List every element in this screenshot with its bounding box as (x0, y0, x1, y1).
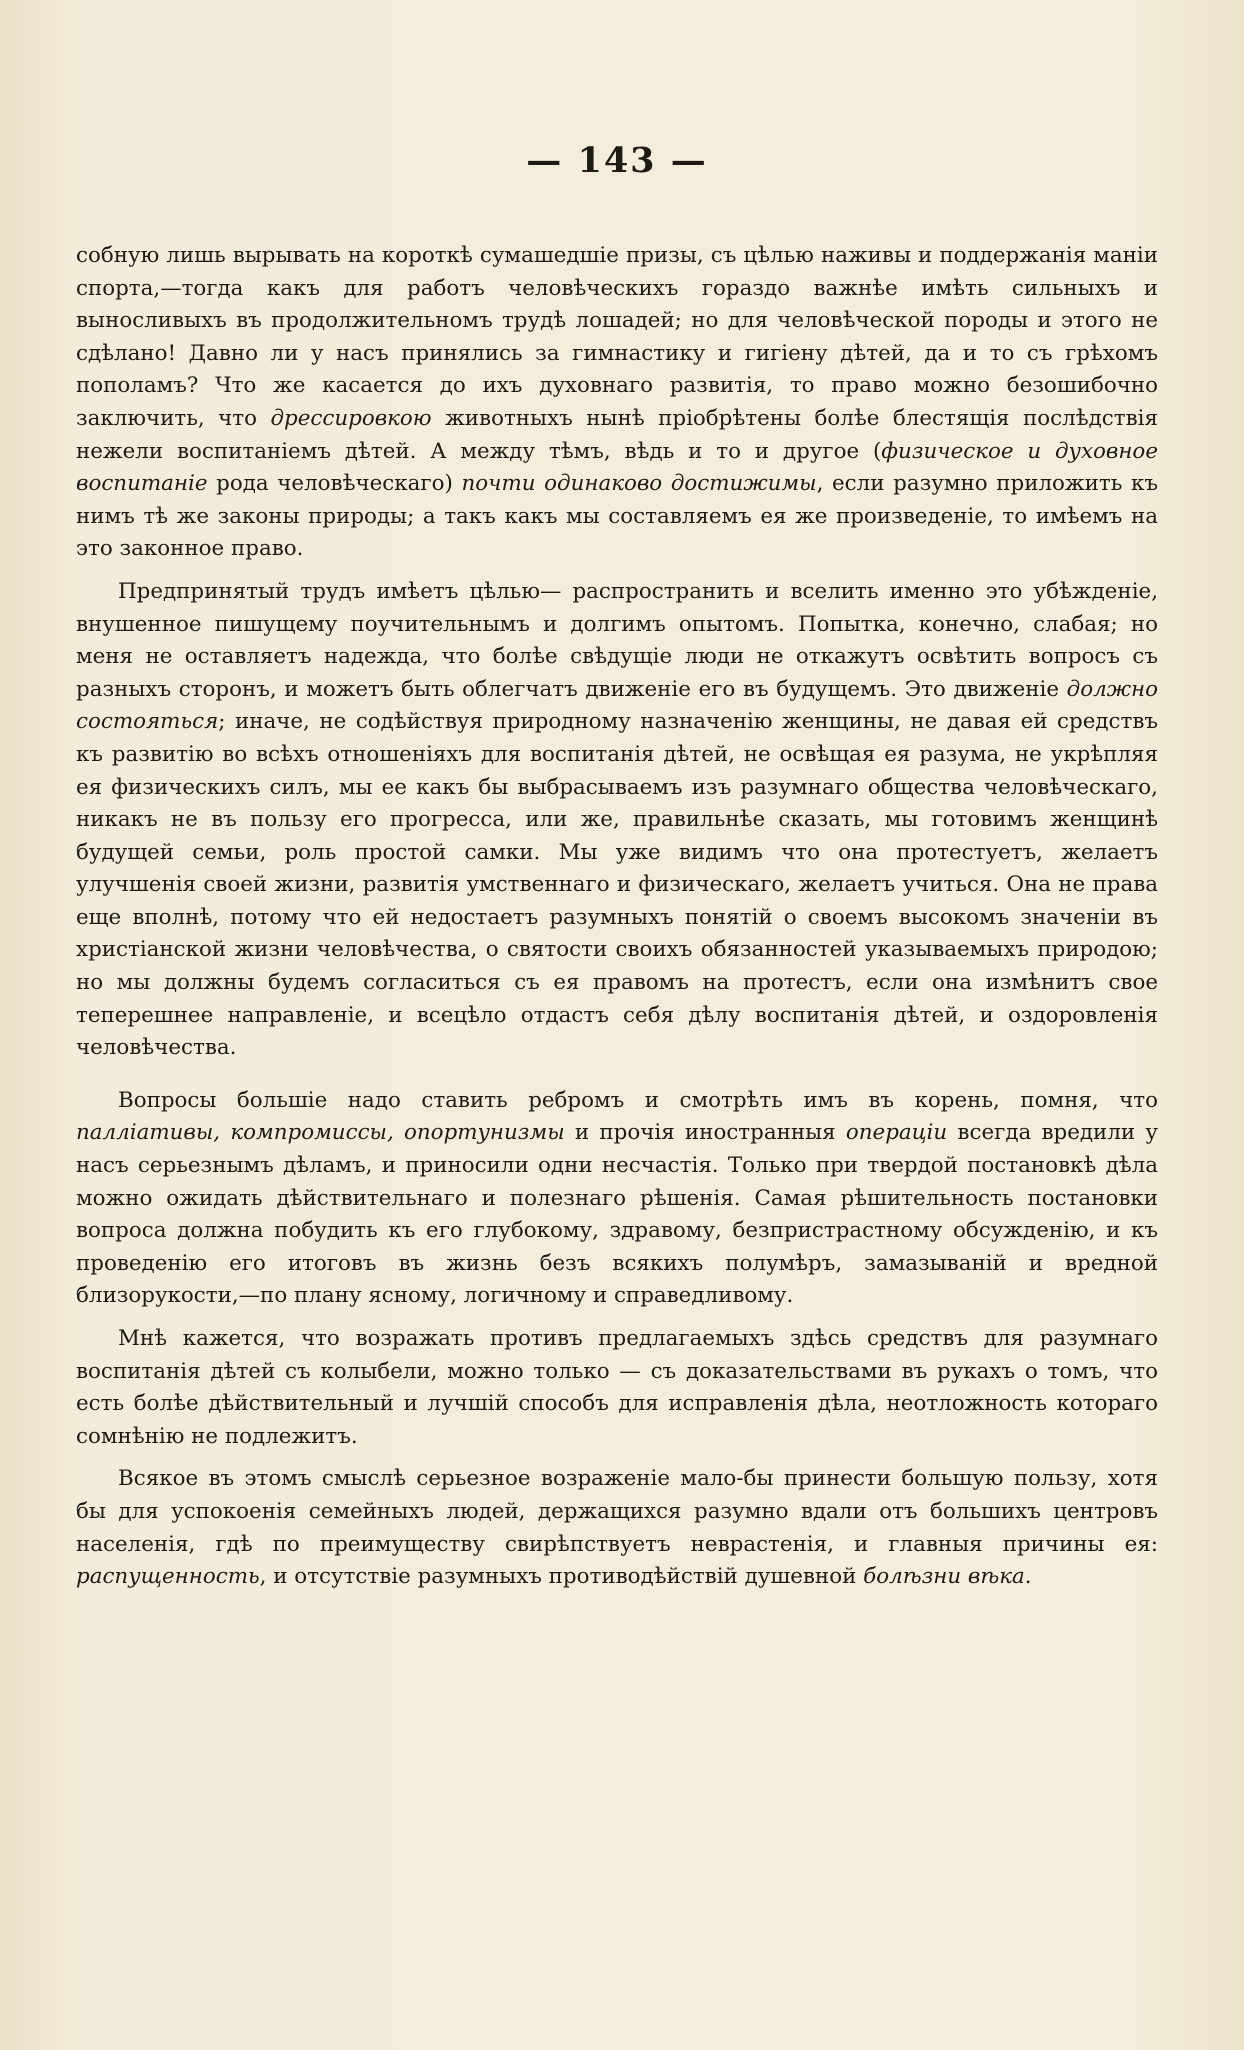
text-run: , если разумно приложить къ нимъ тѣ же законы природы; а такъ какъ мы составляемъ ея же произведеніе, то имѣемъ на это законное право. (76, 471, 1158, 562)
text-run: животныхъ нынѣ пріобрѣтены болѣе блестящія послѣдствія нежели воспитаніемъ дѣтей. А между тѣмъ, вѣдь и то и другое ( (76, 405, 1158, 464)
italic-emphasis: распущенность (76, 1564, 260, 1590)
italic-emphasis: почти одинаково достижимы (461, 471, 817, 497)
italic-emphasis: должно состояться (76, 676, 1158, 735)
text-run: , и отсутствіе разумныхъ противодѣйствій душевной (259, 1564, 864, 1590)
text-run: Предпринятый трудъ имѣетъ цѣлью— распространить и вселить именно это убѣжденіе, внушенное пишущему поучительнымъ и долгимъ опытомъ. Попытка, конечно, слабая; но меня не оставляетъ надежда, что болѣе свѣдущіе люди не откажутъ освѣтить вопросъ съ разныхъ сторонъ, и можетъ быть облегчатъ движеніе его въ будущемъ. Это движеніе (76, 578, 1158, 702)
text-run: и прочія иностранныя (564, 1120, 846, 1146)
text-run: собную лишь вырывать на короткѣ сумашедшіе призы, съ цѣлью наживы и поддержанія маніи спорта,—тогда какъ для работъ человѣческихъ гораздо важнѣе имѣть сильныхъ и выносливыхъ въ продолжительномъ трудѣ лошадей; но для человѣческой породы и этого не сдѣлано! Давно ли у насъ принялись за гимнастику и гигіену дѣтей, да и то съ грѣхомъ пополамъ? Что же касается до ихъ духовнаго развитія, то право можно безошибочно заключить, что (76, 243, 1158, 431)
paragraph-5 (76, 1463, 1158, 1593)
italic-emphasis: операціи (845, 1120, 948, 1146)
italic-emphasis: дрессировкою (270, 405, 432, 431)
italic-emphasis: болѣзни вѣка (863, 1564, 1025, 1590)
italic-emphasis: палліативы, компромиссы, опортунизмы (76, 1120, 565, 1146)
paragraph-1 (76, 240, 1158, 566)
page-number: — 143 — (526, 140, 708, 181)
italic-emphasis: физическое и духовное воспитаніе (76, 438, 1158, 497)
body-text (76, 240, 1158, 1594)
text-run: ; иначе, не содѣйствуя природному назначенію женщины, не давая ей средствъ къ развитію во всѣхъ отношеніяхъ для воспитанія дѣтей, не освѣщая ея разума, не укрѣпляя ея физическихъ силъ, мы ее какъ бы выбрасываемъ изъ разумнаго общества человѣческаго, никакъ не въ пользу его прогресса, или же, правильнѣе сказать, мы готовимъ женщинѣ будущей семьи, роль простой самки. Мы уже видимъ что она протестуетъ, желаетъ улучшенія своей жизни, развитія умственнаго и физическаго, желаетъ учиться. Она не права еще вполнѣ, потому что ей недостаетъ разумныхъ понятій о своемъ высокомъ значеніи въ христіанской жизни человѣчества, о святости своихъ обязанностей указываемыхъ природою; но мы должны будемъ согласиться съ ея правомъ на протестъ, если она измѣнитъ свое теперешнее направленіе, и всецѣло отдастъ себя дѣлу воспитанія дѣтей, и оздоровленія человѣчества. (76, 709, 1158, 1061)
text-run: Всякое въ этомъ смыслѣ серьезное возраженіе мало-бы принести большую пользу, хотя бы для успокоенія семейныхъ людей, держащихся разумно вдали отъ большихъ центровъ населенія, гдѣ по преимуществу свирѣпствуетъ неврастенія, и главныя причины ея: (76, 1466, 1158, 1557)
text-run: рода человѣческаго) (207, 471, 462, 497)
text-run: Мнѣ кажется, что возражать противъ предлагаемыхъ здѣсь средствъ для разумнаго воспитанія дѣтей съ колыбели, можно только — съ доказательствами въ рукахъ о томъ, что есть болѣе дѣйствительный и лучшій способъ для исправленія дѣла, неотложность котораго сомнѣнію не подлежитъ. (76, 1326, 1158, 1449)
paragraph-4 (76, 1323, 1158, 1453)
text-run: . (1024, 1564, 1032, 1590)
paragraph-2 (76, 576, 1158, 1065)
text-run: Вопросы большіе надо ставить ребромъ и смотрѣть имъ въ корень, помня, что (118, 1087, 1158, 1113)
text-run: всегда вредили у насъ серьезнымъ дѣламъ, и приносили одни несчастія. Только при твердой постановкѣ дѣла можно ожидать дѣйствительнаго и полезнаго рѣшенія. Самая рѣшительность постановки вопроса должна побудить къ его глубокому, здравому, безпристрастному обсужденію, и къ проведенію его итоговъ въ жизнь безъ всякихъ полумѣръ, замазываній и вредной близорукости,—по плану ясному, логичному и справедливому. (76, 1120, 1158, 1309)
paragraph-3 (76, 1085, 1158, 1313)
